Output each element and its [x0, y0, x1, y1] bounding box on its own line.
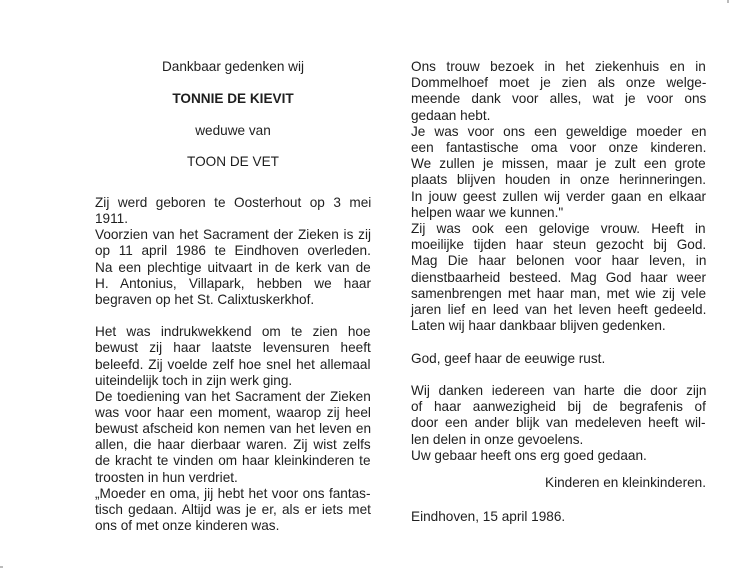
text-line: moeilijke tijden haar steun gezocht bij God. [411, 237, 707, 253]
text-line: God, geef haar de eeuwige rust. [411, 350, 606, 366]
text-line: Voorzien van het Sacrament der Zieken is zij [95, 227, 371, 243]
text-line: Dommelhoef moet je zien als onze welge- [411, 75, 707, 91]
text-line: Uw gebaar heeft ons erg goed gedaan. [411, 447, 647, 463]
text-line: Het was indrukwekkend om te zien hoe [95, 324, 371, 340]
text-line: een fantastische oma voor onze kinderen. [411, 140, 707, 155]
text-line: plaats blijven houden in onze herinneringen. [411, 172, 707, 188]
text-line: helpen waar we kunnen." [411, 204, 564, 220]
text-line: begraven op het St. Calixtuskerkhof. [95, 291, 315, 307]
text-line: bewust afscheid kon nemen van het leven en [95, 421, 372, 437]
text-line: Zij was ook een gelovige vrouw. Heeft in [411, 221, 706, 236]
text-line: samenbrengen met haar man, met wie zij vele [411, 285, 707, 301]
text-line: of haar aanwezigheid bij de begrafenis of [411, 399, 706, 415]
text-line: jaren lief en leed van het leven heeft gedeeld. [411, 302, 707, 317]
text-line: 1911. [95, 211, 129, 227]
text-line: meende dank voor alles, wat je voor ons [411, 91, 707, 107]
text-line: Mag Die haar belonen voor haar leven, in [411, 253, 707, 269]
text-line: „Moeder en oma, jij hebt het voor ons fantas- [95, 485, 371, 501]
text-line: beleefd. Zij voelde zelf hoe snel het allemaal [95, 356, 371, 372]
text-line: We zullen je missen, maar je zult een grote [411, 156, 706, 172]
spouse-name: TOON DE VET [187, 154, 279, 169]
text-line: dienstbaarheid besteed. Mag God haar weer [411, 269, 707, 285]
text-line: troosten in hun verdriet. [95, 469, 238, 485]
text-line: door een ander blijk van medeleven heeft wil- [411, 415, 706, 431]
text-line: was voor haar een moment, waarop zij heel [95, 404, 371, 420]
text-line: Zij werd geboren te Oosterhout op 3 mei [95, 195, 372, 210]
text-line: ons of met onze kinderen was. [95, 518, 280, 533]
text-line: Laten wij haar dankbaar blijven gedenken. [411, 318, 666, 334]
text-line: Wij danken iedereen van harte die door zijn [411, 383, 707, 398]
text-line: Na een plechtige uitvaart in de kerk van de [95, 259, 371, 275]
text-line: len delen in onze gevoelens. [411, 431, 584, 447]
text-line: Ons trouw bezoek in het ziekenhuis en in [411, 59, 706, 74]
place-date-line: Eindhoven, 15 april 1986. [411, 509, 566, 524]
text-line: gedaan hebt. [411, 107, 491, 123]
text-line: allen, die haar dierbaar waren. Zij wist zelfs [95, 437, 371, 453]
text-line: bewust zij haar laatste levensuren heeft [95, 340, 371, 356]
deceased-name: TONNIE DE KIEVIT [172, 91, 294, 106]
text-line: de kracht te vinden om haar kleinkinderen te [95, 453, 371, 469]
text-line: H. Antonius, Villapark, hebben we haar [95, 275, 372, 291]
signature-line: Kinderen en kleinkinderen. [545, 475, 706, 490]
text-line: De toediening van het Sacrament der Zieken [95, 388, 371, 404]
text-line: uiteindelijk toch in zijn werk ging. [95, 372, 293, 388]
intro-line: Dankbaar gedenken wij [161, 59, 305, 74]
text-line: In jouw geest zullen wij verder gaan en elkaar [411, 188, 707, 204]
text-line: tisch gedaan. Altijd was je er, als er iets met [95, 501, 371, 517]
relation-line: weduwe van [195, 123, 271, 138]
text-line: op 11 april 1986 te Eindhoven overleden. [95, 243, 371, 259]
text-line: Je was voor ons een geweldige moeder en [411, 123, 707, 139]
